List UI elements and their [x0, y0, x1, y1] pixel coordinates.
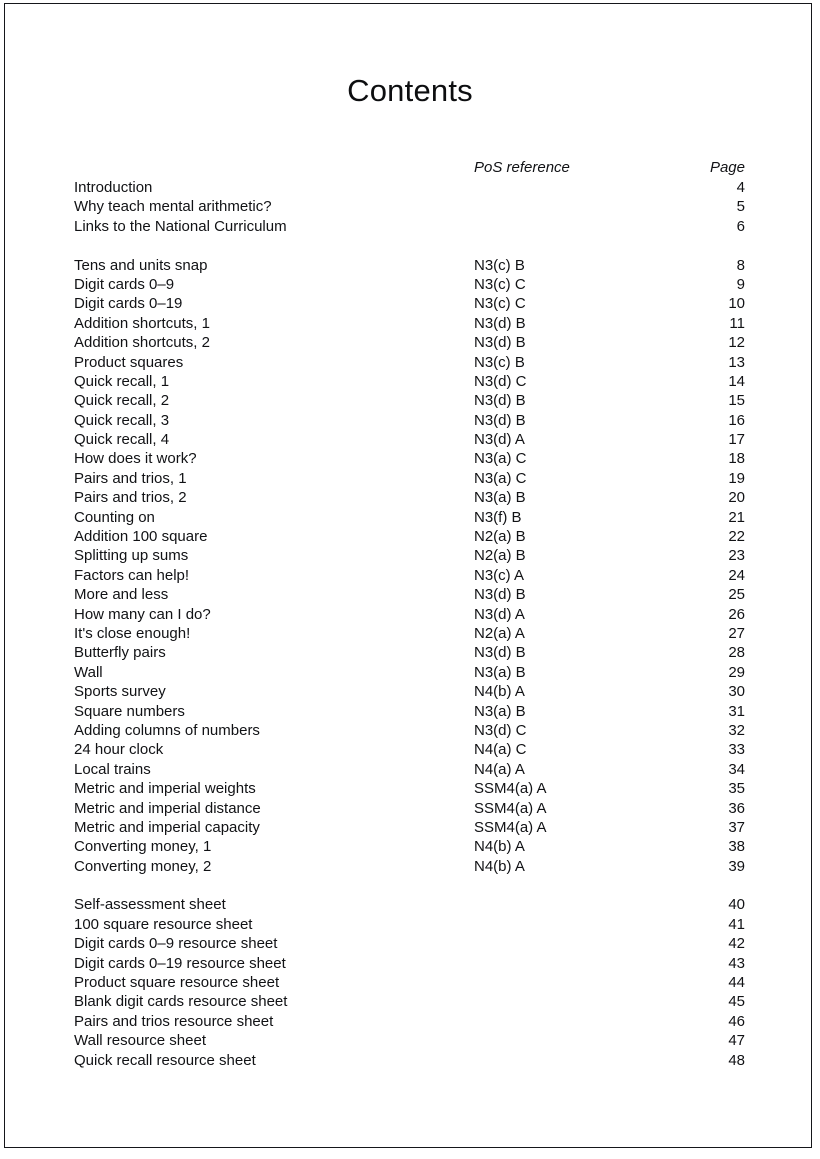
toc-entry-page-number: 31 — [728, 702, 745, 720]
toc-entry-page-number: 36 — [728, 799, 745, 817]
toc-entry-pos-reference: N3(a) C — [474, 450, 527, 468]
toc-entry-pos-reference: N3(a) B — [474, 663, 526, 681]
toc-entry-pos-reference: N3(a) B — [474, 702, 526, 720]
toc-entry-title: Pairs and trios, 2 — [74, 489, 187, 507]
toc-entry-row[interactable] — [74, 682, 745, 701]
toc-entry-row[interactable] — [74, 217, 745, 236]
toc-entry-row[interactable] — [74, 585, 745, 604]
toc-entry-pos-reference: N3(d) B — [474, 586, 526, 604]
column-header-page: Page — [709, 159, 745, 176]
toc-entry-row[interactable] — [74, 353, 745, 372]
toc-entry-page-number: 19 — [728, 469, 745, 487]
toc-entry-title: Product square resource sheet — [74, 974, 280, 992]
toc-entry-row[interactable] — [74, 197, 745, 216]
toc-entry-pos-reference: N2(a) B — [474, 547, 526, 565]
toc-entry-title: Counting on — [74, 508, 155, 526]
toc-entry-title: Quick recall, 3 — [74, 411, 170, 429]
toc-entry-page-number: 28 — [728, 644, 745, 662]
toc-entry-title: More and less — [74, 586, 169, 604]
toc-entry-row[interactable] — [74, 391, 745, 410]
toc-entry-row[interactable] — [74, 508, 745, 527]
toc-entry-row[interactable] — [74, 663, 745, 682]
toc-entry-title: Why teach mental arithmetic? — [74, 198, 272, 216]
toc-entry-page-number: 26 — [728, 605, 745, 623]
toc-entry-title: Links to the National Curriculum — [74, 217, 287, 235]
toc-entry-page-number: 32 — [728, 721, 745, 739]
toc-entry-page-number: 27 — [728, 624, 745, 642]
toc-entry-row[interactable] — [74, 314, 745, 333]
toc-entry-row[interactable] — [74, 1031, 745, 1050]
toc-entry-pos-reference: N3(a) C — [474, 469, 527, 487]
toc-entry-title: Metric and imperial distance — [74, 799, 261, 817]
toc-entry-pos-reference: N4(b) A — [474, 857, 525, 875]
toc-entry-page-number: 24 — [728, 566, 745, 584]
toc-entry-row[interactable] — [74, 178, 745, 197]
toc-entry-page-number: 21 — [728, 508, 745, 526]
toc-entry-page-number: 15 — [728, 392, 745, 410]
toc-entry-page-number: 18 — [728, 450, 745, 468]
toc-entry-title: Butterfly pairs — [74, 644, 166, 662]
toc-entry-page-number: 23 — [728, 547, 745, 565]
toc-entry-title: How many can I do? — [74, 605, 211, 623]
toc-entry-pos-reference: SSM4(a) A — [474, 780, 547, 798]
toc-entry-page-number: 12 — [728, 334, 745, 352]
toc-entry-row[interactable] — [74, 449, 745, 468]
toc-entry-pos-reference: N3(d) B — [474, 411, 526, 429]
toc-entry-page-number: 4 — [736, 179, 745, 196]
toc-entry-title: Blank digit cards resource sheet — [74, 993, 288, 1011]
toc-entry-pos-reference: SSM4(a) A — [474, 799, 547, 817]
toc-entry-page-number: 38 — [728, 838, 745, 856]
toc-entry-pos-reference: N3(c) A — [474, 566, 525, 584]
toc-entry-page-number: 42 — [728, 935, 745, 953]
toc-entry-title: Digit cards 0–9 — [74, 275, 175, 293]
toc-entry-row[interactable] — [74, 779, 745, 798]
toc-entry-pos-reference: N3(d) C — [474, 372, 527, 390]
toc-entry-pos-reference: N3(d) B — [474, 392, 526, 410]
toc-entry-row[interactable] — [74, 643, 745, 662]
toc-entry-pos-reference: N4(a) C — [474, 741, 527, 759]
toc-entry-pos-reference: N3(d) B — [474, 334, 526, 352]
toc-entry-page-number: 37 — [728, 818, 745, 836]
toc-entry-page-number: 6 — [736, 217, 745, 235]
toc-entry-title: Converting money, 2 — [74, 857, 212, 875]
toc-entry-row[interactable] — [74, 527, 745, 546]
toc-entry-row[interactable] — [74, 1051, 745, 1070]
toc-entry-pos-reference: N3(d) A — [474, 431, 525, 449]
toc-entry-pos-reference: N2(a) A — [474, 624, 525, 642]
toc-entry-page-number: 11 — [729, 314, 745, 332]
toc-entry-row[interactable] — [74, 566, 745, 585]
toc-entry-pos-reference: N4(b) A — [474, 683, 525, 701]
toc-entry-pos-reference: N3(d) B — [474, 644, 526, 662]
toc-entry-row[interactable] — [74, 954, 745, 973]
toc-entry-page-number: 9 — [736, 275, 745, 293]
toc-entry-title: Self-assessment sheet — [74, 896, 226, 914]
toc-entry-page-number: 5 — [736, 198, 745, 216]
toc-entry-pos-reference: N3(c) C — [474, 295, 526, 313]
toc-entry-page-number: 43 — [728, 954, 745, 972]
toc-entry-row[interactable] — [74, 992, 745, 1011]
toc-entry-title: 24 hour clock — [74, 741, 164, 759]
toc-entry-row[interactable] — [74, 934, 745, 953]
toc-entry-title: Tens and units snap — [74, 256, 208, 274]
toc-entry-page-number: 22 — [728, 528, 745, 546]
toc-entry-page-number: 47 — [728, 1032, 745, 1050]
toc-entry-page-number: 10 — [728, 295, 745, 313]
toc-entry-page-number: 25 — [728, 586, 745, 604]
group-spacer — [74, 236, 745, 255]
toc-entry-row[interactable] — [74, 837, 745, 856]
toc-entry-title: How does it work? — [74, 450, 197, 468]
toc-entry-pos-reference: N2(a) B — [474, 528, 526, 546]
table-header-row — [74, 158, 745, 178]
toc-entry-title: Factors can help! — [74, 566, 190, 584]
toc-entry-pos-reference: N3(d) C — [474, 721, 527, 739]
toc-entry-title: Addition 100 square — [74, 528, 208, 546]
toc-entry-title: Pairs and trios, 1 — [74, 469, 187, 487]
toc-entry-row[interactable] — [74, 430, 745, 449]
toc-entry-row[interactable] — [74, 799, 745, 818]
toc-entry-page-number: 14 — [728, 372, 745, 390]
page-title: Contents — [347, 72, 473, 108]
toc-entry-pos-reference: SSM4(a) A — [474, 818, 547, 836]
toc-entry-title: Adding columns of numbers — [74, 721, 260, 739]
toc-entry-page-number: 30 — [728, 683, 745, 701]
toc-entry-title: Digit cards 0–9 resource sheet — [74, 935, 278, 953]
toc-entry-row[interactable] — [74, 275, 745, 294]
toc-entry-title: Quick recall, 4 — [74, 431, 170, 449]
toc-entry-row[interactable] — [74, 740, 745, 759]
toc-entry-title: Wall resource sheet — [74, 1032, 206, 1050]
toc-entry-row[interactable] — [74, 372, 745, 391]
toc-entry-page-number: 13 — [728, 353, 745, 371]
toc-entry-page-number: 40 — [728, 896, 745, 914]
toc-entry-page-number: 29 — [728, 663, 745, 681]
toc-entry-page-number: 35 — [728, 780, 745, 798]
toc-entry-pos-reference: N4(b) A — [474, 838, 525, 856]
toc-entry-row[interactable] — [74, 721, 745, 740]
toc-entry-title: Digit cards 0–19 resource sheet — [74, 954, 286, 972]
toc-entry-row[interactable] — [74, 469, 745, 488]
toc-entry-title: Addition shortcuts, 1 — [74, 314, 210, 332]
toc-entry-title: Splitting up sums — [74, 547, 189, 565]
toc-entry-pos-reference: N3(d) A — [474, 605, 525, 623]
table-of-contents — [74, 158, 745, 1070]
toc-entry-title: It's close enough! — [74, 624, 191, 642]
toc-entry-pos-reference: N3(f) B — [474, 508, 522, 526]
toc-entry-title: Product squares — [74, 353, 184, 371]
toc-entry-row[interactable] — [74, 973, 745, 992]
toc-entry-pos-reference: N3(c) B — [474, 256, 525, 274]
toc-entry-pos-reference: N3(d) B — [474, 314, 526, 332]
toc-entry-pos-reference: N4(a) A — [474, 760, 525, 778]
toc-entry-row[interactable] — [74, 1012, 745, 1031]
toc-entry-title: Introduction — [74, 179, 153, 196]
toc-entry-title: Local trains — [74, 760, 151, 778]
toc-entry-row[interactable] — [74, 294, 745, 313]
toc-entry-page-number: 16 — [728, 411, 745, 429]
toc-entry-title: Quick recall, 1 — [74, 372, 170, 390]
toc-entry-row[interactable] — [74, 333, 745, 352]
toc-entry-title: Sports survey — [74, 683, 166, 701]
column-header-pos-reference: PoS reference — [474, 159, 570, 176]
toc-entry-title: Quick recall, 2 — [74, 392, 170, 410]
toc-entry-row[interactable] — [74, 895, 745, 914]
toc-entry-page-number: 46 — [728, 1012, 745, 1030]
group-spacer — [74, 876, 745, 895]
toc-entry-row[interactable] — [74, 256, 745, 275]
toc-entry-title: Metric and imperial weights — [74, 780, 256, 798]
toc-entry-page-number: 41 — [728, 915, 745, 933]
toc-entry-row[interactable] — [74, 488, 745, 507]
toc-entry-title: 100 square resource sheet — [74, 915, 253, 933]
toc-entry-title: Converting money, 1 — [74, 838, 212, 856]
toc-entry-title: Digit cards 0–19 — [74, 295, 183, 313]
toc-entry-row[interactable] — [74, 857, 745, 876]
toc-entry-title: Quick recall resource sheet — [74, 1051, 256, 1069]
toc-entry-pos-reference: N3(a) B — [474, 489, 526, 507]
toc-entry-row[interactable] — [74, 760, 745, 779]
toc-entry-title: Addition shortcuts, 2 — [74, 334, 210, 352]
toc-entry-row[interactable] — [74, 546, 745, 565]
toc-entry-row[interactable] — [74, 411, 745, 430]
toc-entry-title: Pairs and trios resource sheet — [74, 1012, 274, 1030]
toc-entry-pos-reference: N3(c) C — [474, 275, 526, 293]
toc-entry-title: Metric and imperial capacity — [74, 818, 260, 836]
toc-entry-page-number: 20 — [728, 489, 745, 507]
toc-entry-page-number: 39 — [728, 857, 745, 875]
toc-entry-pos-reference: N3(c) B — [474, 353, 525, 371]
toc-entry-row[interactable] — [74, 818, 745, 837]
toc-entry-title: Wall — [74, 663, 103, 681]
toc-entry-page-number: 34 — [728, 760, 745, 778]
toc-entry-page-number: 33 — [728, 741, 745, 759]
toc-entry-row[interactable] — [74, 605, 745, 624]
toc-entry-page-number: 17 — [728, 431, 745, 449]
toc-entry-title: Square numbers — [74, 702, 185, 720]
toc-entry-row[interactable] — [74, 702, 745, 721]
toc-entry-row[interactable] — [74, 624, 745, 643]
toc-entry-page-number: 44 — [728, 974, 745, 992]
toc-entry-page-number: 45 — [728, 993, 745, 1011]
toc-entry-row[interactable] — [74, 915, 745, 934]
toc-entry-page-number: 48 — [728, 1051, 745, 1069]
toc-entry-page-number: 8 — [736, 256, 745, 274]
